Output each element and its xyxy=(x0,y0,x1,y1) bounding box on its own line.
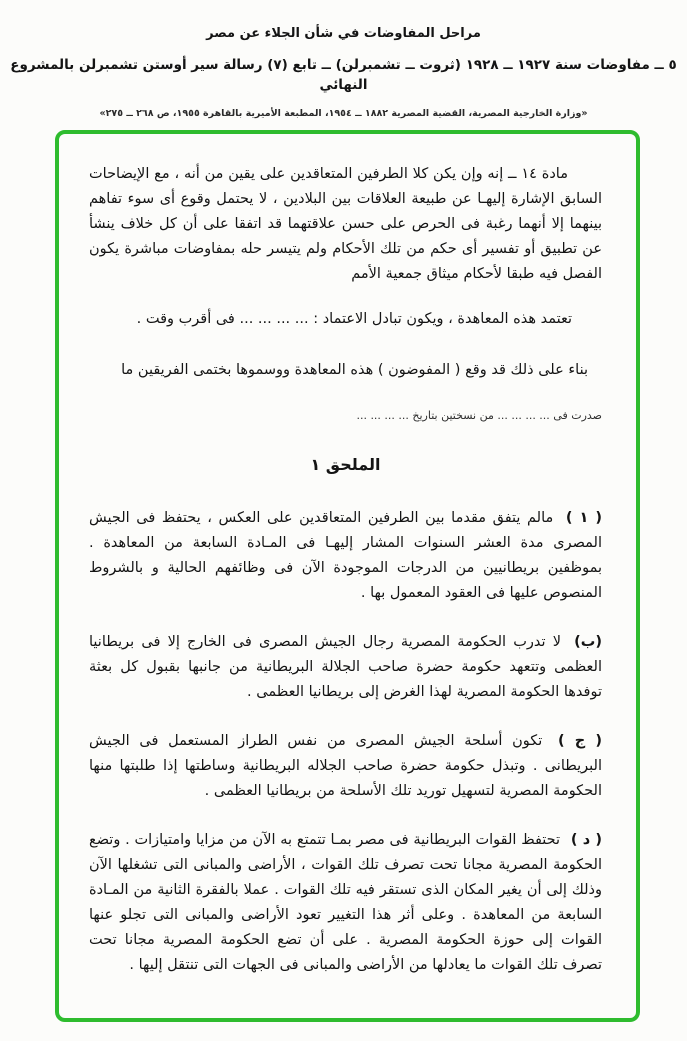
annex-item-j-label: ( ج ) xyxy=(558,733,603,750)
annex-item-d-text: تحتفظ القوات البريطانية فى مصر بمـا تتمتع به الآن من مزايا وامتيازات . وتضع الحكومة المصرية مجانا تحت تصرف تلك القوات ، الأراضى والمبانى التى تشغلها الآن وذلك إلى أن يغير المكان الذى تستقر فيه تلك القوات . عملا بالفقرة الثانية من المـادة السابعة من المعاهدة . وعلى أثر هذا التغيير تعود الأراضى والمبانى التى تجلو عنها القوات إلى حوزة الحكومة المصرية . على أن تضع الحكومة المصرية مجانا تحت تصرف تلك القوات ما يعادلها من الأراضى والمبانى فى الجهات التى تنتقل إليها . xyxy=(89,831,602,973)
annex-item-j-text: تكون أسلحة الجيش المصرى من نفس الطراز المستعمل فى الجيش البريطانى . وتبذل حكومة حضرة صاحب الجلاله البريطانية وساطتها إذا طلبتها منها الحكومة المصرية لتسهيل توريد تلك الأسلحة من بريطانيا العظمى . xyxy=(89,733,602,799)
issued-line: صدرت فى ... ... ... ... من نسختين بتاريخ ... ... ... ... xyxy=(356,408,602,422)
annex-item-b xyxy=(89,630,602,705)
annex-item-b-label: (ب) xyxy=(574,634,602,651)
document-subtitle: ٥ ــ مفاوضات سنة ١٩٢٧ ــ ١٩٢٨ (ثروت ــ تشمبرلن) ــ تابع (٧) رسالة سير أوستن تشمبرلن بالمشروع النهائي xyxy=(10,57,677,94)
annex-item-d-label: ( د ) xyxy=(570,831,603,848)
article-14-paragraph: مادة ١٤ ــ إنه وإن يكن كلا الطرفين المتعاقدين على يقين من أنه ، مع الإيضاحات السابق الإشارة إليهـا عن طبيعة العلاقات بين البلادين ، لا يحتمل وقوع أى سوء تفاهم بينهما إلا أنهما رغبة فى الحرص على حسن علاقتهما قد اتفقا على أن كل خلاف ينشأ عن تطبيق أو تفسير أى حكم من تلك الأحكام ولم يتيسر حله بمفاوضات مباشرة يكون الفصل فيه طبقا لأحكام ميثاق جمعية الأمم xyxy=(89,166,602,282)
ratification-line: تعتمد هذه المعاهدة ، ويكون تبادل الاعتماد : ... ... ... ... فى أقرب وقت . xyxy=(136,310,572,327)
annex-item-1-text: مالم يتفق مقدما بين الطرفين المتعاقدين على العكس ، يحتفظ فى الجيش المصرى مدة العشر السنوات المشار إليهـا فى المـادة السابعة من المعاهدة . بموظفين بريطانيين من الدرجات الموجودة الآن فى وظائفهم الحالية و بالشروط المنصوص عليها فى العقود المعمول بها . xyxy=(89,510,602,602)
source-citation: «وزارة الخارجية المصرية، القضية المصرية ١٨٨٢ ــ ١٩٥٤، المطبعة الأميرية بالقاهرة ١٩٥٥، ص ٢٦٨ ــ ٢٧٥» xyxy=(99,107,588,119)
annex-item-1-label: ( ١ ) xyxy=(565,510,602,527)
signing-line: بناء على ذلك قد وقع ( المفوضون ) هذه المعاهدة ووسموها بختمى الفريقين ما xyxy=(121,361,588,378)
document-header xyxy=(0,0,687,119)
document-title: مراحل المفاوضات في شأن الجلاء عن مصر xyxy=(206,26,481,41)
annex-item-d xyxy=(89,828,602,978)
document-body-border-box xyxy=(55,130,640,1022)
annex-heading: الملحق ١ xyxy=(310,455,381,475)
annex-item-1 xyxy=(89,506,602,606)
annex-item-b-text: لا تدرب الحكومة المصرية رجال الجيش المصرى فى الخارج إلا فى بريطانيا العظمى وتتعهد حكومة حضرة صاحب الجلالة البريطانية من جانبها بقبول كل بعثة توفدها الحكومة المصرية لهذا الغرض إلى بريطانيا العظمى . xyxy=(89,634,602,701)
annex-item-j xyxy=(89,729,602,804)
